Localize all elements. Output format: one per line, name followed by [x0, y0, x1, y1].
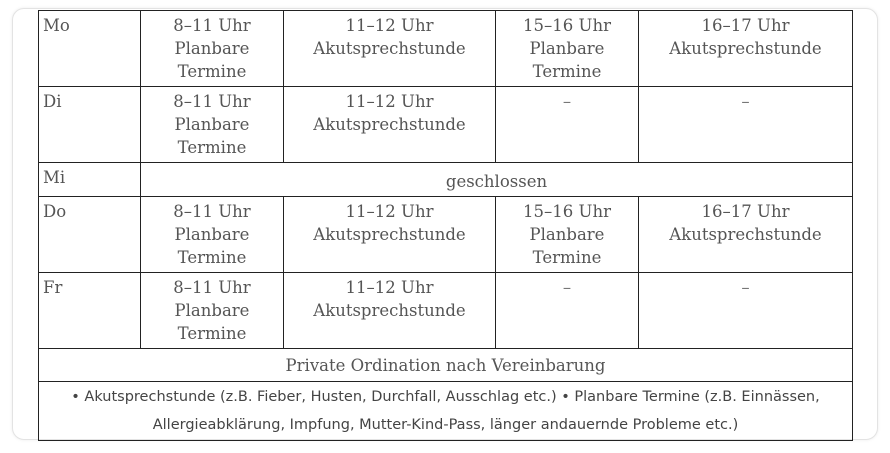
- slot-type: Akutsprechstunde: [313, 39, 466, 58]
- slot-type: Termine: [532, 62, 602, 81]
- slot-type: Termine: [177, 62, 247, 81]
- slot-time: 8–11 Uhr: [173, 16, 251, 35]
- slot-cell: [284, 273, 496, 349]
- slot-cell: [639, 11, 853, 87]
- day-cell: Mi: [39, 163, 141, 197]
- slot-type: Termine: [177, 138, 247, 157]
- slot-type: Planbare: [174, 39, 250, 58]
- slot-time: 16–17 Uhr: [701, 202, 790, 221]
- legend-note-cell: • Akutsprechstunde (z.B. Fieber, Husten, Durchfall, Ausschlag etc.) • Planbare Termine (z.B. Einnässen, Allergieabklärung, Impfung, Mutter-Kind-Pass, länger andauernde Probleme etc.): [39, 382, 853, 441]
- slot-time: 8–11 Uhr: [173, 278, 251, 297]
- slot-cell: [284, 87, 496, 163]
- table-row-legend: [39, 382, 853, 441]
- slot-cell: [141, 11, 284, 87]
- slot-time: 11–12 Uhr: [345, 278, 434, 297]
- slot-type: Akutsprechstunde: [669, 39, 822, 58]
- slot-time: 15–16 Uhr: [523, 16, 611, 35]
- slot-cell: [496, 197, 639, 273]
- private-ordination-cell: Private Ordination nach Vereinbarung: [39, 349, 853, 382]
- slot-time: 16–17 Uhr: [701, 16, 790, 35]
- slot-time: 8–11 Uhr: [173, 92, 251, 111]
- slot-type: Termine: [177, 248, 247, 267]
- slot-cell-empty: [639, 273, 853, 349]
- slot-cell: [284, 197, 496, 273]
- slot-type: Akutsprechstunde: [669, 225, 822, 244]
- slot-type: Akutsprechstunde: [313, 301, 466, 320]
- opening-hours-table: [38, 10, 853, 441]
- slot-type: Akutsprechstunde: [313, 115, 466, 134]
- slot-cell: [496, 11, 639, 87]
- table-row-mo: [39, 11, 853, 87]
- slot-type: Planbare: [174, 115, 250, 134]
- closed-cell: geschlossen: [141, 163, 853, 197]
- empty-dash: –: [741, 278, 750, 297]
- empty-dash: –: [562, 92, 572, 111]
- slot-cell-empty: [496, 87, 639, 163]
- empty-dash: –: [741, 92, 750, 111]
- table-row-di: [39, 87, 853, 163]
- table-row-fr: [39, 273, 853, 349]
- slot-time: 11–12 Uhr: [345, 92, 434, 111]
- day-cell: Di: [39, 87, 141, 163]
- slot-type: Planbare: [174, 301, 250, 320]
- slot-type: Planbare: [529, 225, 605, 244]
- slot-type: Termine: [532, 248, 602, 267]
- slot-cell: [141, 273, 284, 349]
- slot-cell-empty: [496, 273, 639, 349]
- slot-time: 11–12 Uhr: [345, 16, 434, 35]
- day-cell: Mo: [39, 11, 141, 87]
- table-row-private-ordination: [39, 349, 853, 382]
- empty-dash: –: [562, 278, 572, 297]
- slot-type: Akutsprechstunde: [313, 225, 466, 244]
- slot-cell: [141, 87, 284, 163]
- slot-type: Planbare: [174, 225, 250, 244]
- table-row-mi: [39, 163, 853, 197]
- day-cell: Do: [39, 197, 141, 273]
- slot-cell-empty: [639, 87, 853, 163]
- day-cell: Fr: [39, 273, 141, 349]
- slot-cell: [639, 197, 853, 273]
- slot-cell: [284, 11, 496, 87]
- table-row-do: [39, 197, 853, 273]
- slot-time: 8–11 Uhr: [173, 202, 251, 221]
- slot-type: Planbare: [529, 39, 605, 58]
- slot-cell: [141, 197, 284, 273]
- slot-time: 15–16 Uhr: [523, 202, 611, 221]
- slot-time: 11–12 Uhr: [345, 202, 434, 221]
- slot-type: Termine: [177, 324, 247, 343]
